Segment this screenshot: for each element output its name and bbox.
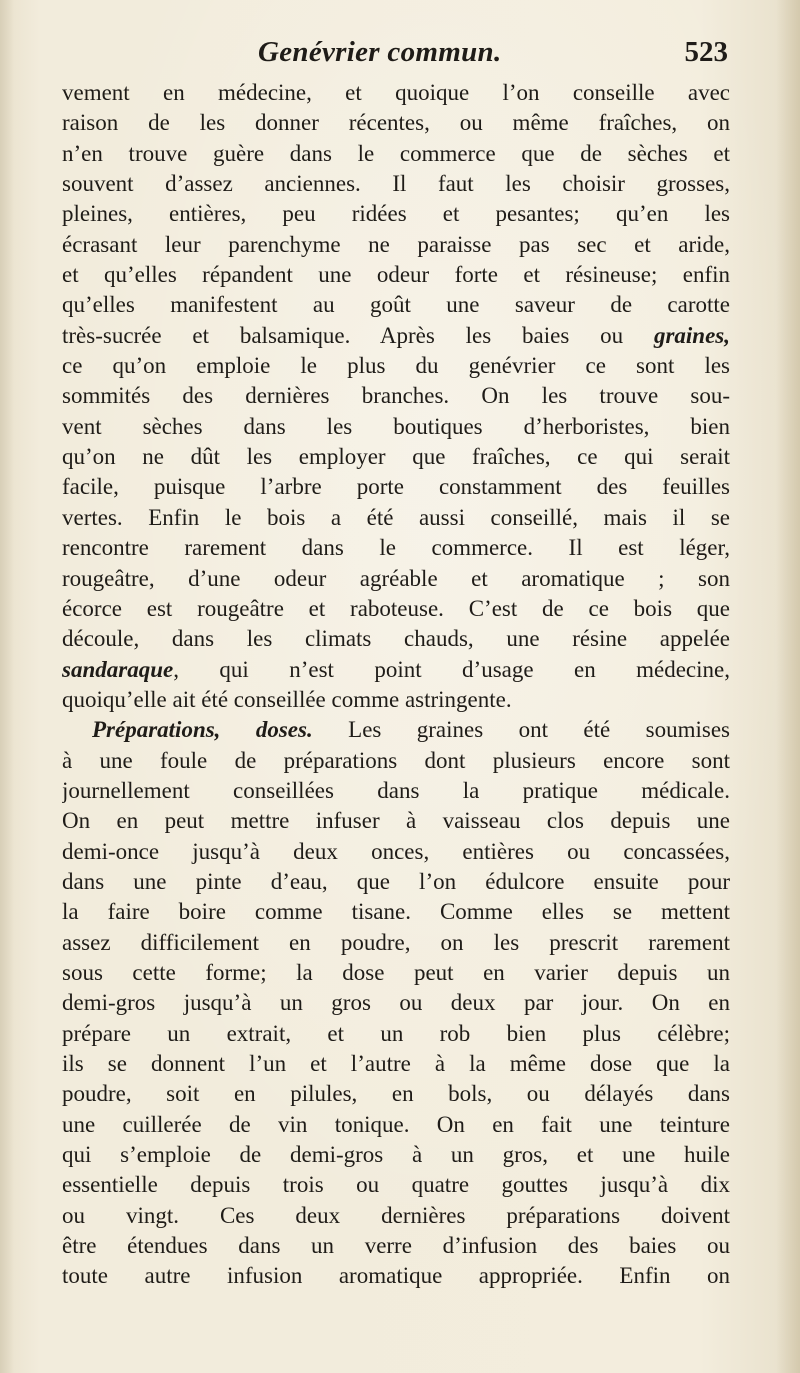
text-line <box>62 290 730 320</box>
text-line-content: demi-gros jusqu’à un gros ou deux par jour. On en <box>62 990 730 1016</box>
text-line <box>62 928 730 958</box>
text-line-content: la faire boire comme tisane. Comme elles se mettent <box>62 899 730 925</box>
text-line-content: qu’on ne dût les employer que fraîches, ce qui serait <box>62 444 730 470</box>
text-line-content: demi-once jusqu’à deux onces, entières ou concassées, <box>62 838 730 864</box>
text-line-content: vent sèches dans les boutiques d’herboristes, bien <box>62 413 730 439</box>
text-line-content: une cuillerée de vin tonique. On en fait une teinture <box>62 1111 730 1137</box>
text-line-content: prépare un extrait, et un rob bien plus célèbre; <box>62 1020 730 1046</box>
text-line <box>62 715 730 745</box>
text-line <box>62 321 730 351</box>
text-line-content: très-sucrée et balsamique. Après les baies ou <box>62 322 654 348</box>
text-line <box>62 564 730 594</box>
text-line <box>62 199 730 229</box>
text-line-content: , qui n’est point d’usage en médecine, <box>173 656 730 682</box>
text-line <box>62 624 730 654</box>
text-line <box>62 867 730 897</box>
text-line <box>62 533 730 563</box>
text-line <box>62 503 730 533</box>
text-line <box>62 988 730 1018</box>
text-line <box>62 472 730 502</box>
text-line <box>62 806 730 836</box>
text-line-content: qui s’emploie de demi-gros à un gros, et une huile <box>62 1142 730 1168</box>
text-line <box>62 685 730 715</box>
text-line-content: écorce est rougeâtre et raboteuse. C’est de ce bois que <box>62 595 730 621</box>
text-line <box>62 958 730 988</box>
page-edge-shadow <box>776 0 800 1373</box>
text-line-content: souvent d’assez anciennes. Il faut les choisir grosses, <box>62 171 730 197</box>
text-line-content: assez difficilement en poudre, on les prescrit rarement <box>62 929 730 955</box>
text-line <box>62 655 730 685</box>
text-line <box>62 1079 730 1109</box>
text-line <box>62 594 730 624</box>
text-line-content: être étendues dans un verre d’infusion des baies ou <box>62 1233 730 1259</box>
text-line <box>62 260 730 290</box>
body-text <box>62 78 730 1292</box>
text-line <box>62 1201 730 1231</box>
text-line <box>62 897 730 927</box>
text-line-content: journellement conseillées dans la pratique médicale. <box>62 777 730 803</box>
text-line-content: essentielle depuis trois ou quatre gouttes jusqu’à dix <box>62 1172 730 1198</box>
text-line <box>62 351 730 381</box>
text-line-content: ils se donnent l’un et l’autre à la même dose que la <box>62 1051 730 1076</box>
text-line-content: ou vingt. Ces deux dernières préparations doivent <box>62 1202 730 1228</box>
text-line <box>62 230 730 260</box>
text-line <box>62 1110 730 1140</box>
text-line <box>62 1231 730 1261</box>
text-line <box>62 1049 730 1079</box>
page-number: 523 <box>684 36 728 68</box>
text-line-content: vertes. Enfin le bois a été aussi conseillé, mais il se <box>62 504 730 530</box>
text-line-content: poudre, soit en pilules, en bols, ou délayés dans <box>62 1081 730 1107</box>
text-line <box>62 1019 730 1049</box>
text-line-content: On en peut mettre infuser à vaisseau clos depuis une <box>62 808 730 834</box>
running-head <box>62 36 728 76</box>
text-line-content: rencontre rarement dans le commerce. Il est léger, <box>62 535 730 561</box>
running-head-title: Genévrier commun. <box>258 36 502 68</box>
text-line-content: vement en médecine, et quoique l’on conseille avec <box>62 80 730 105</box>
text-line-content: toute autre infusion aromatique appropriée. Enfin on <box>62 1263 730 1289</box>
text-line <box>62 746 730 776</box>
text-line-content: découle, dans les climats chauds, une résine appelée <box>62 626 730 652</box>
text-line <box>62 412 730 442</box>
text-line-content: facile, puisque l’arbre porte constamment des feuilles <box>62 474 730 500</box>
text-line-content: dans une pinte d’eau, que l’on édulcore ensuite pour <box>62 868 730 894</box>
text-line-content: raison de les donner récentes, ou même fraîches, on <box>62 110 730 136</box>
text-line <box>62 78 730 108</box>
text-line <box>62 1261 730 1291</box>
text-line <box>62 1170 730 1200</box>
emphasized-term: graines, <box>653 322 730 348</box>
emphasized-term: sandaraque <box>62 656 174 682</box>
text-line <box>62 169 730 199</box>
text-line-content: à une foule de préparations dont plusieurs encore sont <box>62 747 730 773</box>
text-line <box>62 442 730 472</box>
text-line-content: Les graines ont été soumises <box>312 717 730 743</box>
text-line <box>62 108 730 138</box>
text-line-content: écrasant leur parenchyme ne paraisse pas sec et aride, <box>62 231 730 257</box>
text-line-content: pleines, entières, peu ridées et pesantes; qu’en les <box>62 201 730 227</box>
page-gutter-shadow <box>0 0 14 1373</box>
text-line <box>62 776 730 806</box>
text-line <box>62 139 730 169</box>
text-line-content: rougeâtre, d’une odeur agréable et aromatique ; son <box>62 565 730 591</box>
text-line-content: et qu’elles répandent une odeur forte et résineuse; enfin <box>62 262 730 288</box>
text-line-content: ce qu’on emploie le plus du genévrier ce sont les <box>62 353 730 379</box>
text-line-content: sommités des dernières branches. On les trouve sou- <box>62 383 730 409</box>
text-line-content: sous cette forme; la dose peut en varier depuis un <box>62 959 730 985</box>
text-line <box>62 381 730 411</box>
text-line-content: n’en trouve guère dans le commerce que de sèches et <box>62 140 730 166</box>
text-line <box>62 1140 730 1170</box>
text-line-content: quoiqu’elle ait été conseillée comme astringente. <box>62 686 512 712</box>
emphasized-term: Préparations, doses. <box>92 717 313 743</box>
text-line-content: qu’elles manifestent au goût une saveur de carotte <box>62 292 730 318</box>
text-line <box>62 837 730 867</box>
